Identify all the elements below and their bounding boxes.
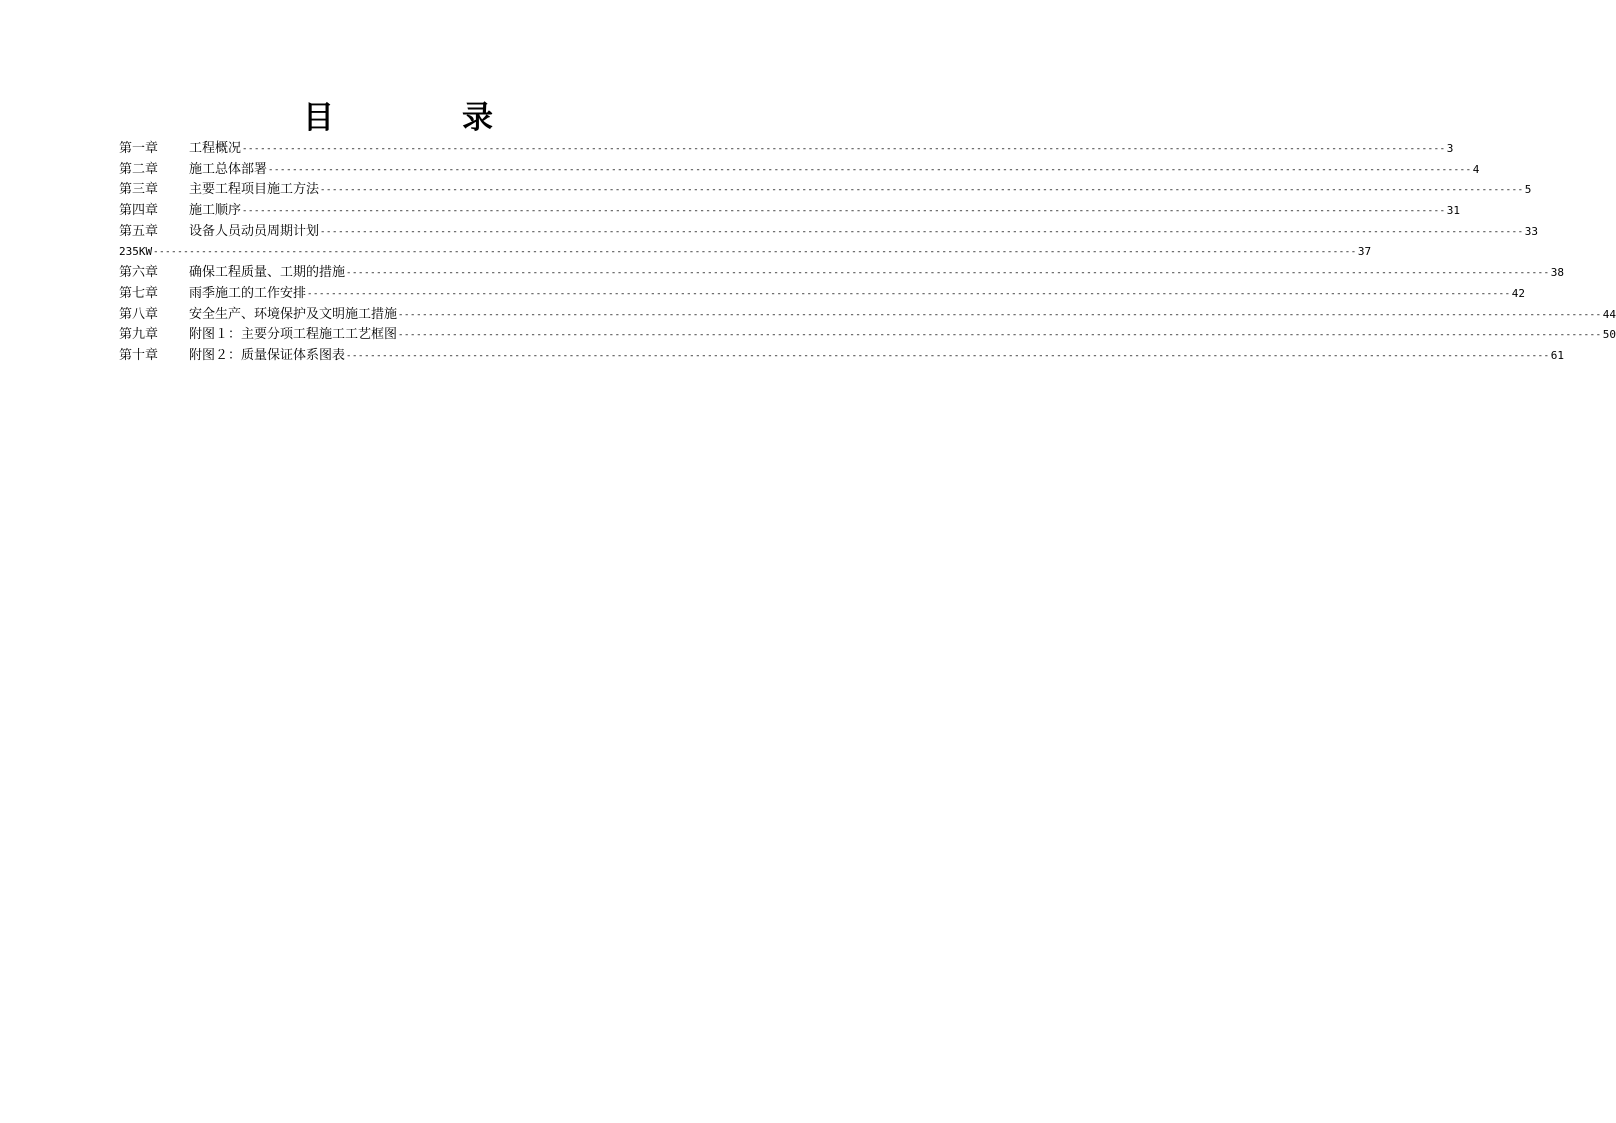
toc-page-number: 38 [1550, 266, 1564, 280]
toc-entry[interactable] [119, 201, 1460, 222]
toc-chapter-number: 第九章 [119, 327, 159, 343]
toc-entry[interactable] [119, 284, 1525, 305]
toc-page-number: 5 [1524, 183, 1532, 197]
toc-page-number: 4 [1472, 162, 1480, 176]
toc-chapter-number: 第六章 [119, 265, 159, 281]
toc-entry[interactable] [119, 222, 1538, 243]
toc-page-number: 44 [1602, 307, 1616, 321]
toc-dot-leader: -------------------------------------------------------------------------------------------------------------------------------------------------------------------------------------------------------- [346, 350, 1550, 361]
toc-dot-leader: -------------------------------------------------------------------------------------------------------------------------------------------------------------------------------------------------------- [398, 309, 1602, 320]
toc-chapter-title: 施工顺序 [189, 203, 242, 219]
toc-chapter-title: 设备人员动员周期计划 [189, 223, 320, 239]
toc-chapter-title: 雨季施工的工作安排 [189, 285, 307, 301]
toc-chapter-number: 第七章 [119, 285, 159, 301]
toc-chapter-number: 第四章 [119, 203, 159, 219]
toc-entry[interactable] [119, 242, 1372, 263]
toc-page-number: 42 [1511, 286, 1525, 300]
toc-dot-leader: -------------------------------------------------------------------------------------------------------------------------------------------------------------------------------------------------------- [346, 268, 1550, 279]
toc-chapter-title: 工程概况 [189, 141, 242, 156]
toc-page-number: 61 [1550, 348, 1564, 362]
toc-chapter-number: 第五章 [119, 223, 159, 239]
toc-chapter-number: 第一章 [119, 141, 159, 156]
toc-chapter-title: 施工总体部署 [189, 161, 268, 177]
toc-chapter-title: 主要工程项目施工方法 [189, 182, 320, 198]
toc-dot-leader: -------------------------------------------------------------------------------------------------------------------------------------------------------------------------------------------------------- [320, 226, 1524, 237]
toc-heading-char-2: 录 [462, 100, 493, 136]
toc-page-number: 31 [1446, 204, 1460, 218]
toc-chapter-title: 附图１：主要分项工程施工工艺框图 [189, 327, 398, 343]
toc-chapter-title: 安全生产、环境保护及文明施工措施 [189, 306, 398, 322]
toc-dot-leader: -------------------------------------------------------------------------------------------------------------------------------------------------------------------------------------------------------- [307, 288, 1511, 299]
toc-dot-leader: -------------------------------------------------------------------------------------------------------------------------------------------------------------------------------------------------------- [268, 164, 1472, 175]
toc-dot-leader: -------------------------------------------------------------------------------------------------------------------------------------------------------------------------------------------------------- [320, 185, 1524, 196]
toc-page-number: 50 [1602, 328, 1616, 342]
toc-dot-leader: -------------------------------------------------------------------------------------------------------------------------------------------------------------------------------------------------------- [242, 144, 1446, 154]
toc-chapter-number: 第二章 [119, 161, 159, 177]
toc-heading [0, 98, 794, 142]
toc-entry[interactable] [119, 325, 1616, 346]
toc-dot-leader: -------------------------------------------------------------------------------------------------------------------------------------------------------------------------------------------------------- [242, 206, 1446, 217]
toc-entry[interactable] [119, 180, 1532, 201]
toc-page-number: 33 [1524, 224, 1538, 238]
toc-chapter-number: 第八章 [119, 306, 159, 322]
toc-entry[interactable] [119, 139, 1454, 160]
toc-chapter-title: 附图２：质量保证体系图表 [189, 347, 346, 363]
toc-dot-leader: -------------------------------------------------------------------------------------------------------------------------------------------------------------------------------------------------------- [153, 247, 1357, 258]
toc-dot-leader: -------------------------------------------------------------------------------------------------------------------------------------------------------------------------------------------------------- [398, 330, 1602, 341]
toc-entry[interactable] [119, 160, 1480, 181]
toc-chapter-number: 第三章 [119, 182, 159, 198]
toc-page-number: 37 [1357, 245, 1372, 259]
toc-heading-char-1: 目 [303, 100, 334, 136]
table-of-contents [119, 139, 1616, 367]
toc-chapter-title: 确保工程质量、工期的措施 [189, 265, 346, 281]
toc-chapter-title: 235KW [119, 245, 153, 259]
toc-entry[interactable] [119, 346, 1564, 367]
toc-chapter-number: 第十章 [119, 347, 159, 363]
toc-page-number: 3 [1446, 142, 1454, 155]
toc-entry[interactable] [119, 263, 1564, 284]
toc-entry[interactable] [119, 305, 1616, 326]
